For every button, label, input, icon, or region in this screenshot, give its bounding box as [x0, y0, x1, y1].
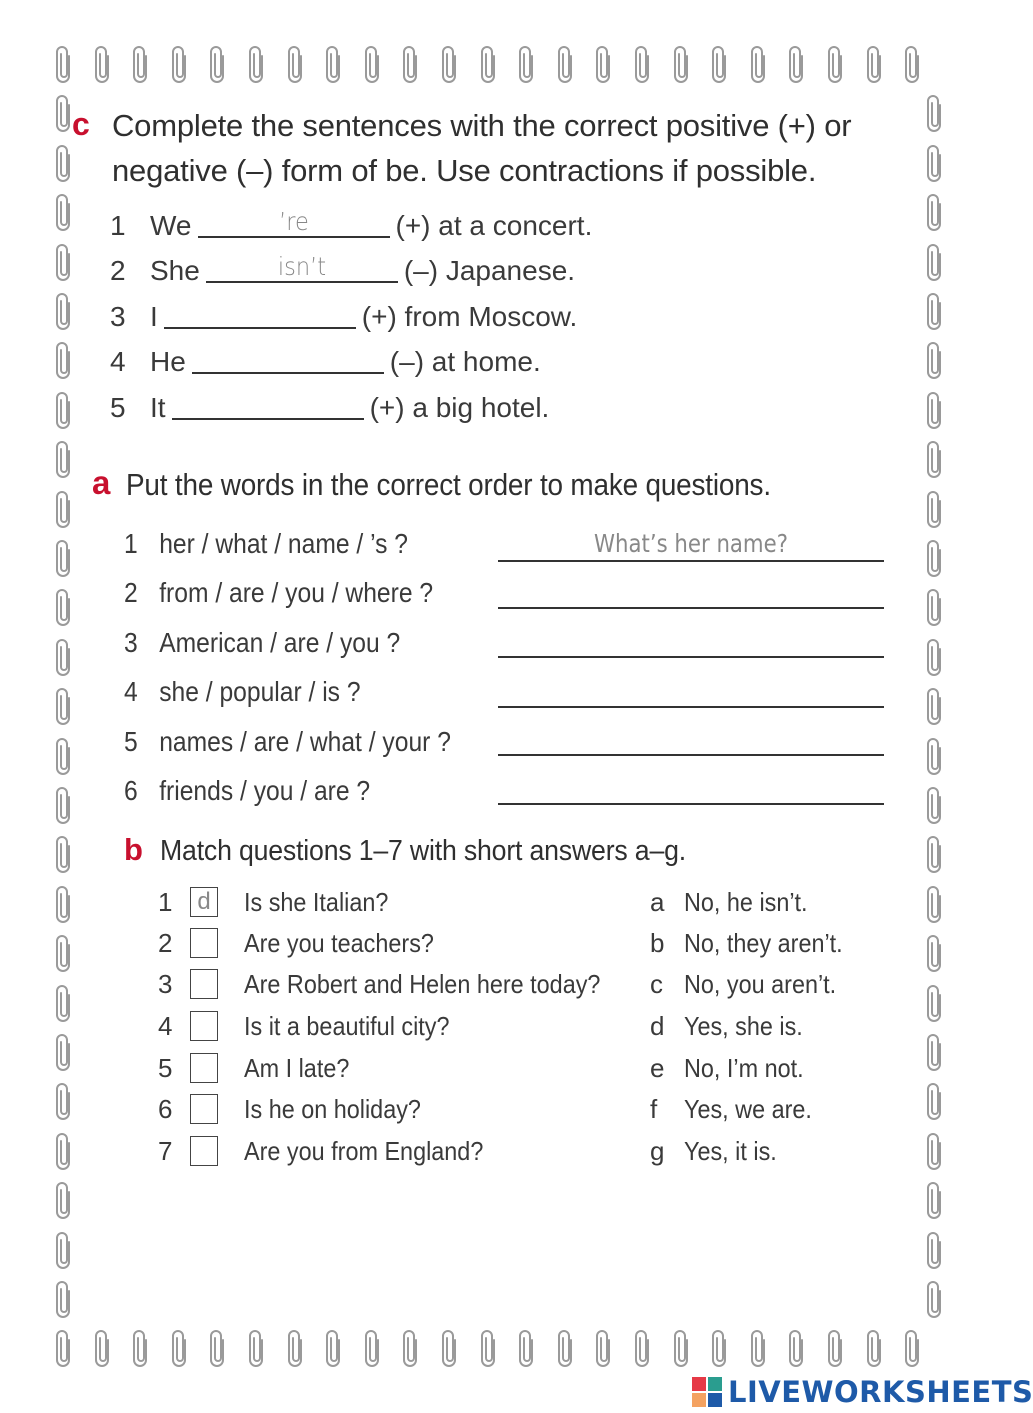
section-a-item: [124, 775, 370, 807]
answer-text: No, you aren’t.: [684, 969, 837, 999]
question-number: 7: [158, 1136, 173, 1166]
answer-text: Yes, it is.: [684, 1136, 777, 1166]
item-number: 1: [124, 528, 138, 559]
answer-blank[interactable]: [192, 344, 384, 374]
question-number: 1: [158, 887, 173, 917]
item-subject: She: [150, 255, 200, 286]
paperclip-icon: [327, 46, 341, 82]
paperclip-icon: [443, 46, 457, 82]
paperclip-icon: [482, 46, 496, 82]
paperclip-icon: [928, 836, 942, 872]
item-number: 5: [110, 392, 126, 423]
answer-box[interactable]: [190, 1053, 218, 1083]
paperclip-icon: [57, 639, 71, 675]
section-c-item: [110, 344, 541, 378]
paperclip-icon: [928, 491, 942, 527]
paperclip-icon: [713, 46, 727, 82]
answer-line[interactable]: [498, 577, 884, 609]
paperclip-icon: [928, 1083, 942, 1119]
paperclip-icon: [928, 342, 942, 378]
paperclip-icon: [404, 46, 418, 82]
paperclip-icon: [928, 1133, 942, 1169]
question-number: 6: [158, 1094, 173, 1124]
paperclip-icon: [906, 1330, 920, 1366]
answer-line[interactable]: [498, 676, 884, 708]
answer-box[interactable]: [190, 1011, 218, 1041]
question-text: Is he on holiday?: [244, 1094, 421, 1124]
paperclip-icon: [928, 1281, 942, 1317]
paperclip-icon: [443, 1330, 457, 1366]
paperclip-icon: [289, 1330, 303, 1366]
paperclip-icon: [327, 1330, 341, 1366]
question-number: 2: [158, 928, 173, 958]
section-c-item: [110, 390, 549, 424]
paperclip-icon: [57, 935, 71, 971]
answer-text: No, I’m not.: [684, 1053, 804, 1083]
paperclip-icon: [211, 46, 225, 82]
paperclip-icon: [928, 244, 942, 280]
paperclip-icon: [752, 46, 766, 82]
paperclip-icon: [404, 1330, 418, 1366]
paperclip-icon: [752, 1330, 766, 1366]
paperclip-icon: [636, 1330, 650, 1366]
paperclip-icon: [928, 688, 942, 724]
paperclip-icon: [928, 441, 942, 477]
item-rest: (+) from Moscow.: [361, 301, 578, 332]
paperclip-icon: [928, 1232, 942, 1268]
section-a-letter: a: [92, 464, 111, 501]
item-words: friends / you / are ?: [159, 775, 371, 806]
paperclip-icon: [559, 1330, 573, 1366]
answer-letter: g: [650, 1136, 665, 1166]
paperclip-icon: [211, 1330, 225, 1366]
paperclip-icon: [57, 1083, 71, 1119]
answer-line[interactable]: [498, 530, 884, 562]
liveworksheets-logo-icon: [692, 1377, 722, 1407]
paperclip-icon: [57, 342, 71, 378]
answer-box[interactable]: [190, 1136, 218, 1166]
item-subject: We: [150, 210, 192, 241]
paperclip-icon: [928, 639, 942, 675]
short-answer: [650, 887, 821, 921]
paperclip-icon: [57, 1232, 71, 1268]
paperclip-icon: [173, 1330, 187, 1366]
section-c-instruction-line2: negative (–) form of be. Use contractions if possible.: [112, 153, 817, 188]
paperclip-icon: [906, 46, 920, 82]
paperclip-icon: [96, 1330, 110, 1366]
paperclip-icon: [790, 1330, 804, 1366]
answer-text: No, he isn’t.: [684, 887, 808, 917]
answer-blank[interactable]: [172, 390, 364, 420]
question-text: Is it a beautiful city?: [244, 1011, 450, 1041]
answer-text: No, they aren’t.: [684, 928, 843, 958]
question-text: Are you from England?: [244, 1136, 484, 1166]
short-answer: [650, 969, 853, 1003]
item-number: 3: [124, 627, 138, 658]
question-number: 5: [158, 1053, 173, 1083]
section-a-item: [124, 627, 400, 659]
item-number: 2: [110, 255, 126, 286]
answer-text: What’s her name?: [593, 529, 788, 558]
answer-line[interactable]: [498, 773, 884, 805]
item-rest: (–) Japanese.: [403, 255, 576, 286]
item-subject: It: [150, 392, 166, 423]
paperclip-icon: [928, 540, 942, 576]
paperclip-icon: [57, 145, 71, 181]
paperclip-icon: [520, 1330, 534, 1366]
paperclip-icon: [928, 145, 942, 181]
section-c-instruction-line1: Complete the sentences with the correct positive (+) or: [112, 108, 852, 143]
paperclip-icon: [57, 491, 71, 527]
paperclip-icon: [928, 1182, 942, 1218]
answer-text: isn’t: [277, 252, 326, 281]
paperclip-icon: [57, 886, 71, 922]
paperclip-icon: [57, 1281, 71, 1317]
paperclip-icon: [57, 589, 71, 625]
paperclip-icon: [57, 46, 71, 82]
item-words: from / are / you / where ?: [159, 577, 434, 608]
question-number: 3: [158, 969, 173, 999]
item-rest: (+) at a concert.: [395, 210, 593, 241]
section-b-letter: b: [124, 832, 143, 867]
section-a-item: [124, 726, 451, 758]
paperclip-icon: [597, 1330, 611, 1366]
paperclip-icon: [928, 886, 942, 922]
paperclip-icon: [790, 46, 804, 82]
paperclip-icon: [57, 738, 71, 774]
paperclip-icon: [928, 985, 942, 1021]
paperclip-icon: [928, 194, 942, 230]
paperclip-icon: [134, 46, 148, 82]
paperclip-icon: [134, 1330, 148, 1366]
paperclip-icon: [250, 1330, 264, 1366]
paperclip-icon: [57, 1133, 71, 1169]
section-c-item: [110, 208, 592, 242]
paperclip-icon: [366, 46, 380, 82]
answer-letter: d: [650, 1011, 665, 1041]
item-number: 3: [110, 301, 126, 332]
paperclip-icon: [868, 1330, 882, 1366]
paperclip-icon: [559, 46, 573, 82]
paperclip-icon: [366, 1330, 380, 1366]
paperclip-icon: [57, 836, 71, 872]
item-number: 2: [124, 577, 138, 608]
section-b-instruction: Match questions 1–7 with short answers a–g.: [160, 835, 686, 867]
paperclip-icon: [520, 46, 534, 82]
answer-text: ’re: [278, 207, 309, 236]
question-text: Is she Italian?: [244, 887, 389, 917]
answer-letter: e: [650, 1053, 665, 1083]
answer-letter: f: [650, 1094, 658, 1124]
paperclip-icon: [928, 95, 942, 131]
paperclip-icon: [57, 787, 71, 823]
answer-letter: a: [650, 887, 665, 917]
paperclip-icon: [57, 244, 71, 280]
answer-letter: b: [650, 928, 665, 958]
paperclip-icon: [57, 1330, 71, 1366]
paperclip-icon: [57, 441, 71, 477]
liveworksheets-brand[interactable]: [692, 1372, 1033, 1412]
answer-text: Yes, she is.: [684, 1011, 803, 1041]
short-answer: [650, 928, 860, 962]
paperclip-icon: [928, 392, 942, 428]
short-answer: [650, 1136, 787, 1170]
paperclip-icon: [57, 293, 71, 329]
paperclip-icon: [928, 1034, 942, 1070]
item-number: 4: [124, 676, 138, 707]
question-text: Are you teachers?: [244, 928, 434, 958]
answer-blank[interactable]: [164, 299, 356, 329]
short-answer: [650, 1011, 816, 1045]
answer-line[interactable]: [498, 724, 884, 756]
item-number: 1: [110, 210, 126, 241]
paperclip-icon: [597, 46, 611, 82]
paperclip-icon: [928, 738, 942, 774]
paperclip-icon: [57, 688, 71, 724]
question-text: Are Robert and Helen here today?: [244, 969, 601, 999]
item-subject: I: [150, 301, 158, 332]
paperclip-icon: [928, 935, 942, 971]
paperclip-icon: [675, 1330, 689, 1366]
paperclip-icon: [57, 194, 71, 230]
paperclip-icon: [250, 46, 264, 82]
paperclip-icon: [928, 589, 942, 625]
paperclip-icon: [57, 540, 71, 576]
section-c-item: [110, 299, 577, 333]
section-a-item: [124, 528, 408, 560]
section-a-instruction: Put the words in the correct order to make questions.: [126, 467, 771, 502]
question-text: Am I late?: [244, 1053, 350, 1083]
paperclip-icon: [482, 1330, 496, 1366]
answer-blank[interactable]: [198, 208, 390, 238]
item-subject: He: [150, 346, 186, 377]
paperclip-icon: [57, 985, 71, 1021]
paperclip-icon: [57, 1182, 71, 1218]
paperclip-icon: [173, 46, 187, 82]
answer-box[interactable]: d: [190, 887, 218, 917]
answer-box[interactable]: [190, 928, 218, 958]
answer-box[interactable]: [190, 1094, 218, 1124]
paperclip-icon: [289, 46, 303, 82]
short-answer: [650, 1053, 817, 1087]
answer-text: Yes, we are.: [684, 1094, 812, 1124]
item-number: 4: [110, 346, 126, 377]
section-a-item: [124, 577, 433, 609]
section-c-item: [110, 253, 575, 287]
section-c-letter: c: [72, 106, 90, 142]
paperclip-icon: [868, 46, 882, 82]
paperclip-icon: [96, 46, 110, 82]
answer-line[interactable]: [498, 626, 884, 658]
item-number: 6: [124, 775, 138, 806]
paperclip-icon: [636, 46, 650, 82]
item-words: she / popular / is ?: [159, 676, 361, 707]
paperclip-icon: [928, 787, 942, 823]
item-rest: (–) at home.: [389, 346, 541, 377]
brand-name: LIVEWORKSHEETS: [728, 1375, 1033, 1409]
section-a-item: [124, 676, 361, 708]
answer-letter: c: [650, 969, 663, 999]
paperclip-icon: [713, 1330, 727, 1366]
paperclip-icon: [57, 1034, 71, 1070]
item-number: 5: [124, 726, 138, 757]
paperclip-icon: [829, 1330, 843, 1366]
short-answer: [650, 1094, 826, 1128]
paperclip-icon: [57, 392, 71, 428]
item-words: her / what / name / ’s ?: [159, 528, 409, 559]
question-number: 4: [158, 1011, 173, 1041]
answer-blank[interactable]: [206, 253, 398, 283]
paperclip-icon: [829, 46, 843, 82]
item-words: American / are / you ?: [159, 627, 401, 658]
paperclip-icon: [675, 46, 689, 82]
paperclip-icon: [928, 293, 942, 329]
item-rest: (+) a big hotel.: [369, 392, 550, 423]
item-words: names / are / what / your ?: [159, 726, 451, 757]
answer-box[interactable]: [190, 969, 218, 999]
paperclip-icon: [57, 95, 71, 131]
